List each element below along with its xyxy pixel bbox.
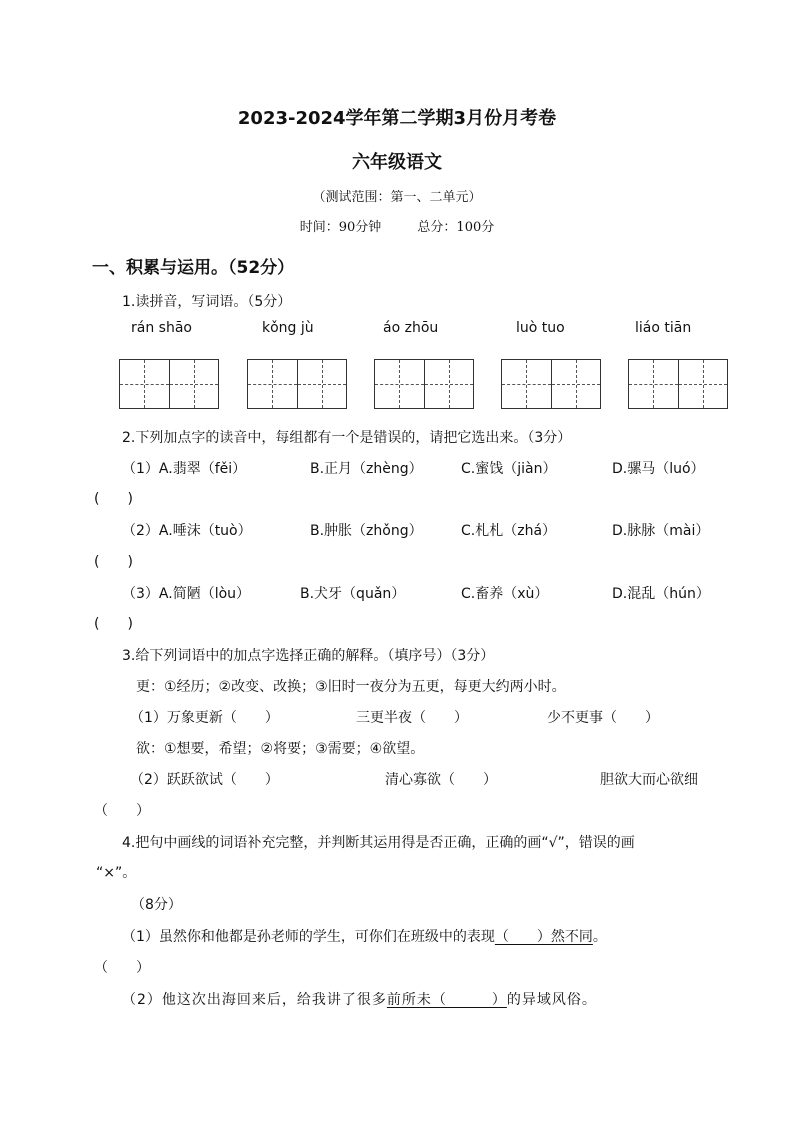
q2-row3-c: C.畜养（xù） xyxy=(461,586,549,602)
writing-grid-3[interactable] xyxy=(374,359,474,409)
exam-subject: 六年级语文 xyxy=(352,152,442,173)
q3-yu-2[interactable]: 清心寡欲（ ） xyxy=(385,772,497,788)
pinyin-4: luò tuo xyxy=(516,320,565,336)
q2-row3-d: D.混乱（hún） xyxy=(612,586,710,602)
question-4-score: （8分） xyxy=(131,897,182,913)
q4-s2-end: 的异域风俗。 xyxy=(506,992,597,1008)
q2-row1-b: B.正月（zhèng） xyxy=(310,461,423,477)
q4-s1-text: （1）虽然你和他都是孙老师的学生，可你们在班级中的表现 xyxy=(122,929,495,945)
q4-s1-end: 。 xyxy=(592,929,607,945)
q2-row1-c: C.蜜饯（jiàn） xyxy=(461,461,557,477)
exam-title: 2023-2024学年第二学期3月份月考卷 xyxy=(237,108,557,129)
q2-row3-a: （3）A.简陋（lòu） xyxy=(122,586,251,602)
pinyin-3: áo zhōu xyxy=(383,320,439,336)
yu-definitions: 欲：①想要，希望；②将要；③需要；④欲望。 xyxy=(136,741,425,757)
question-1: 1.读拼音，写词语。（5分） xyxy=(122,294,292,310)
q3-yu-1[interactable]: （2）跃跃欲试（ ） xyxy=(130,772,279,788)
q2-row1-answer[interactable]: ( ) xyxy=(94,491,133,507)
writing-grid-4[interactable] xyxy=(501,359,601,409)
q2-row1-d: D.骡马（luó） xyxy=(612,461,705,477)
exam-scope: （测试范围：第一、二单元） xyxy=(312,190,482,205)
pinyin-2: kǒng jù xyxy=(262,320,314,336)
q2-row2-c: C.札札（zhá） xyxy=(461,523,557,539)
question-4-cont: “×”。 xyxy=(96,865,137,881)
q2-row3-answer[interactable]: ( ) xyxy=(94,616,133,632)
q4-sentence-1 xyxy=(122,926,607,946)
q4-sentence-2 xyxy=(122,989,597,1009)
geng-definitions: 更：①经历；②改变、改换；③旧时一夜分为五更，每更大约两小时。 xyxy=(136,679,566,695)
q3-geng-2[interactable]: 三更半夜（ ） xyxy=(356,710,468,726)
exam-total: 总分：100分 xyxy=(417,220,495,235)
writing-grid-5[interactable] xyxy=(628,359,728,409)
q2-row3-b: B.犬牙（quǎn） xyxy=(300,586,406,602)
q4-s2-blank[interactable]: 前所未（ ） xyxy=(386,992,507,1008)
pinyin-1: rán shāo xyxy=(131,320,192,336)
section-heading: 一、积累与运用。（52分） xyxy=(92,258,295,278)
q3-yu-3: 胆欲大而心欲细 xyxy=(600,772,698,788)
q2-row2-answer[interactable]: ( ) xyxy=(94,554,133,570)
exam-meta xyxy=(0,216,794,235)
q2-row2-d: D.脉脉（mài） xyxy=(612,523,710,539)
q4-s1-blank[interactable]: （ ）然不同 xyxy=(494,929,593,945)
q3-geng-3[interactable]: 少不更事（ ） xyxy=(547,710,659,726)
question-3: 3.给下列词语中的加点字选择正确的解释。（填序号）（3分） xyxy=(122,648,495,664)
q3-yu-3-answer[interactable]: （ ） xyxy=(94,803,150,819)
exam-time: 时间：90分钟 xyxy=(299,220,382,235)
pinyin-5: liáo tiān xyxy=(635,320,692,336)
question-2: 2.下列加点字的读音中，每组都有一个是错误的，请把它选出来。（3分） xyxy=(122,430,572,446)
q4-s2-text: （2）他这次出海回来后，给我讲了很多 xyxy=(122,992,387,1008)
q2-row2-a: （2）A.唾沫（tuò） xyxy=(122,523,252,539)
question-4: 4.把句中画线的词语补充完整，并判断其运用得是否正确，正确的画“√”，错误的画 xyxy=(122,835,635,851)
q2-row1-a: （1）A.翡翠（fěi） xyxy=(122,461,247,477)
writing-grid-1[interactable] xyxy=(119,359,219,409)
q3-geng-1[interactable]: （1）万象更新（ ） xyxy=(130,710,279,726)
writing-grid-2[interactable] xyxy=(247,359,347,409)
q4-s1-answer[interactable]: （ ） xyxy=(94,960,150,976)
q2-row2-b: B.肿胀（zhǒng） xyxy=(310,523,423,539)
